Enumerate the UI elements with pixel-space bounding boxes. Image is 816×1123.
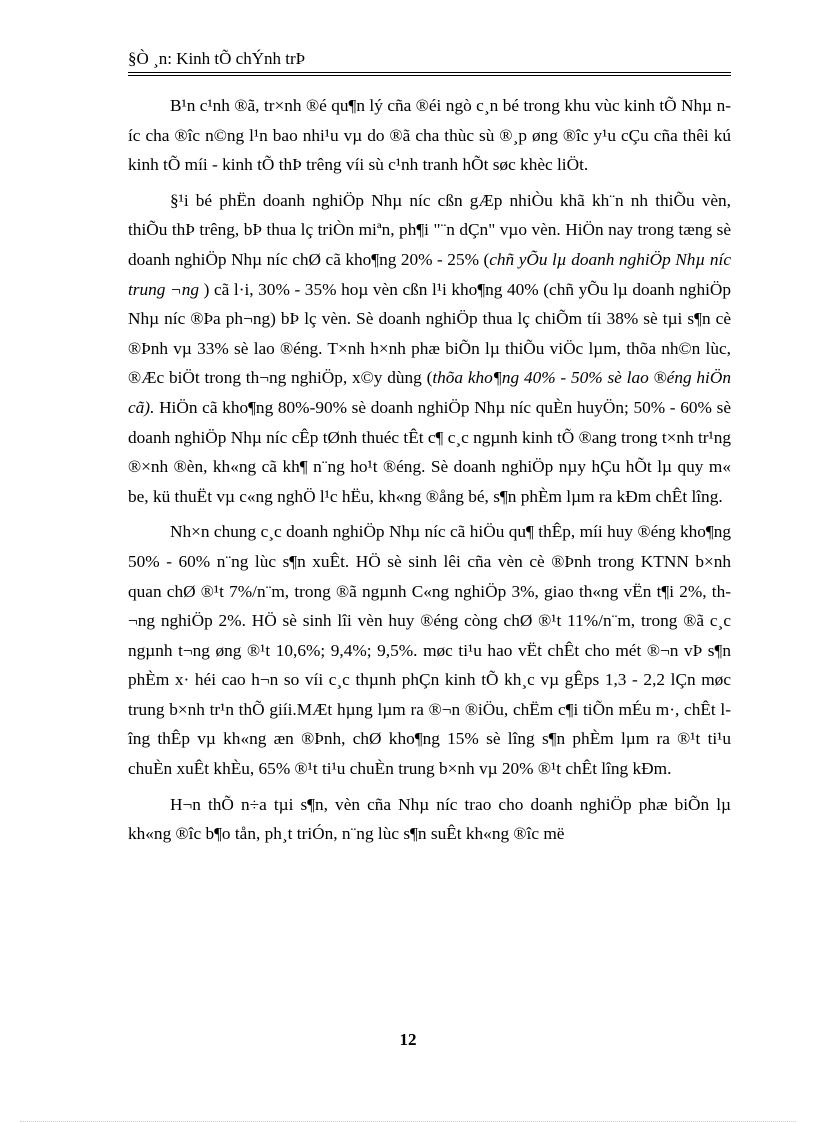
- paragraph-1-text: B¹n c¹nh ®ã, tr×nh ®é qu¶n lý cña ®éi ngò c¸n bé trong khu vùc kinh tÕ Nhµ níc cha ®îc n©ng l¹n bao nhi¹u vµ do ®ã cha thùc sù ®¸p øng ®îc y¹u cÇu cña thêi kú kinh tÕ míi - kinh tÕ thÞ trêng víi sù c¹nh tranh hÕt søc khèc liÖt.: [128, 96, 731, 175]
- header-rule-thick: [128, 72, 731, 73]
- header-title: §Ò ¸n: Kinh tÕ chÝnh trÞ: [128, 49, 306, 68]
- paragraph-2-italic-b: thõa kho¶ng 40% - 50% sè lao ®éng hiÖn cã).: [128, 368, 731, 417]
- page-body: [128, 91, 731, 855]
- paragraph-3-text: Nh×n chung c¸c doanh nghiÖp Nhµ níc cã hiÖu qu¶ thÊp, míi huy ®éng kho¶ng 50% - 60% n¨ng lùc s¶n xuÊt. HÖ sè sinh lêi cña vèn cè ®Þnh trong KTNN b×nh quan chØ ®¹t 7%/n¨m, trong ®ã ngµnh C«ng nghiÖp 3%, giao th«ng vËn t¶i 2%, th¬ng nghiÖp 2%. HÖ sè sinh lîi vèn huy ®éng còng chØ ®¹t 11%/n¨m, trong ®ã c¸c ngµnh t¬ng øng ®¹t 10,6%; 9,4%; 9,5%. møc ti¹u hao vËt chÊt cho mét ®¬n vÞ s¶n phÈm x· héi cao h¬n so víi c¸c thµnh phÇn kinh tÕ kh¸c vµ gÊps 1,3 - 2,2 lÇn møc trung b×nh tr¹n thÕ giíi.MÆt hµng lµm ra ®¬n ®iÖu, chËm c¶i tiÕn mÉu m·, chÊt lîng thÊp vµ kh«ng æn ®Þnh, chØ kho¶ng 15% sè lîng s¶n phÈm lµm ra ®¹t ti¹u chuÈn xuÊt khÈu, 65% ®¹t ti¹u chuÈn trung b×nh vµ 20% ®¹t chÊt lîng kÐm.: [128, 522, 731, 779]
- paragraph-3: [128, 517, 731, 783]
- paragraph-2-italic-a: chñ yÕu lµ doanh nghiÖp Nhµ níc trung ¬ng: [128, 249, 731, 299]
- running-header: [128, 48, 730, 70]
- header-rule-thin: [128, 75, 731, 76]
- page-number: 12: [399, 1030, 417, 1049]
- paragraph-2-text-c: HiÖn cã kho¶ng 80%-90% sè doanh nghiÖp Nhµ níc quÈn huyÖn; 50% - 60% sè doanh nghiÖp Nhµ níc cÊp tØnh thuéc tÊt c¶ c¸c ngµnh kinh tÕ ®ang trong t×nh tr¹ng ®×nh ®èn, kh«ng cã kh¶ n¨ng ho¹t ®éng. Sè doanh nghiÖp nµy hÇu hÕt lµ quy m« be, kü thuËt vµ c«ng nghÖ l¹c hËu, kh«ng ®ång bé, s¶n phÈm lµm ra kÐm chÊt lîng.: [128, 397, 731, 506]
- paragraph-2-text-a: §¹i bé phËn doanh nghiÖp Nhµ níc cßn gÆp nhiÒu khã kh¨n nh thiÕu vèn, thiÕu thÞ trêng, bÞ thua lç triÒn miªn, ph¶i "¨n dÇn" vµo vèn. HiÖn nay trong tæng sè doanh nghiÖp Nhµ níc chØ cã kho¶ng 20% - 25% (: [128, 190, 731, 269]
- paragraph-4-text: H¬n thÕ n÷a tµi s¶n, vèn cña Nhµ níc trao cho doanh nghiÖp phæ biÕn lµ kh«ng ®îc b¶o tån, ph¸t triÓn, n¨ng lùc s¶n suÊt kh«ng ®îc më: [128, 794, 731, 844]
- paragraph-4: [128, 790, 731, 849]
- paragraph-2: [128, 186, 731, 512]
- paragraph-1: [128, 91, 731, 180]
- page-bottom-border: [20, 1121, 796, 1122]
- paragraph-2-text-b: ) cã l·i, 30% - 35% hoµ vèn cßn l¹i kho¶ng 40% (chñ yÕu lµ doanh nghiÖp Nhµ níc ®Þa ph¬ng) bÞ lç vèn. Sè doanh nghiÖp thua lç chiÕm tíi 38% sè tµi s¶n cè ®Þnh vµ 33% sè lao ®éng. T×nh h×nh phæ biÕn lµ thiÕu viÖc lµm, thõa nh©n lùc, ®Æc biÖt trong th¬ng nghiÖp, x©y dùng (: [128, 279, 732, 388]
